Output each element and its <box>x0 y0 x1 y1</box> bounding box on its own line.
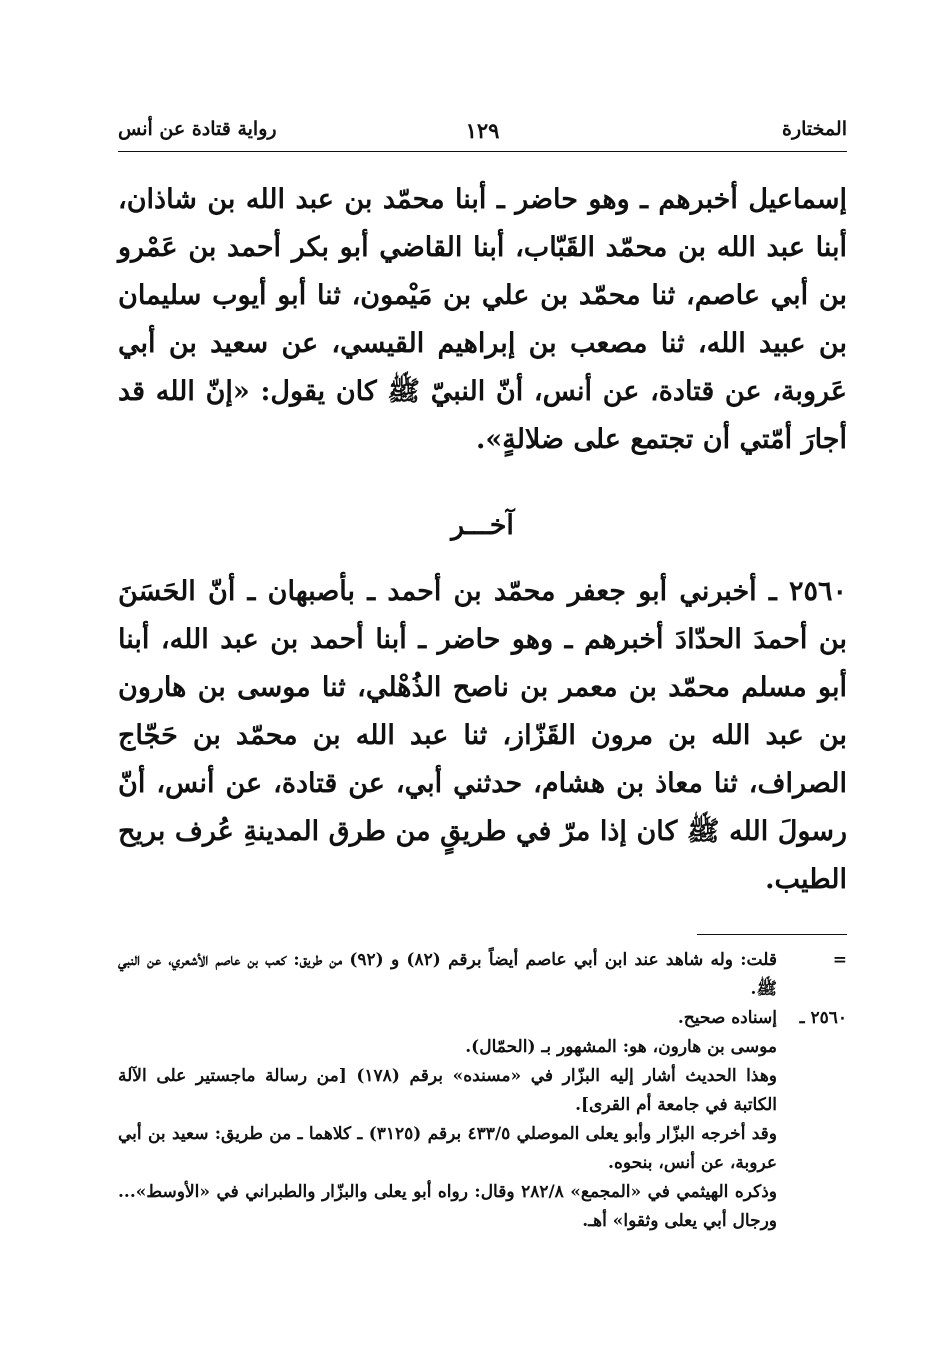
footnote-marker: ٢٥٦٠ ـ <box>799 1008 847 1028</box>
footnote-continued <box>118 946 847 1004</box>
header-rule <box>118 151 847 152</box>
footnote-line: إسناده صحيح. <box>677 1008 777 1028</box>
footnote-line: وقد أخرجه البزّار وأبو يعلى الموصلي ٤٣٣/٥ برقم (٣١٢٥) ـ كلاهما ـ من طريق: سعيد بن أبي عروبة، عن أنس، بنحوه. <box>118 1124 777 1173</box>
footnote-line: وذكره الهيثمي في «المجمع» ٢٨٢/٨ وقال: رواه أبو يعلى والبزّار والطبراني في «الأوسط»... ورجال أبي يعلى وثقوا» أهـ. <box>118 1182 777 1231</box>
footnote-2560 <box>118 1004 847 1236</box>
hadith-text: ـ أخبرني أبو جعفر محمّد بن أحمد ـ بأصبهان ـ أنّ الحَسَنَ بن أحمدَ الحدّادَ أخبرهم ـ وهو حاضر ـ أبنا أحمد بن عبد الله، أبنا أبو مسلم محمّد بن معمر بن ناصح الذُهْلي، ثنا موسى بن هارون بن عبد الله بن مرون القَزّاز، ثنا عبد الله بن محمّد بن حَجّاج الصراف، ثنا معاذ بن هشام، حدثني أبي، عن قتادة، عن أنس، أنّ رسولَ الله ﷺ كان إذا مرّ في طريقٍ من طرق المدينةِ عُرف بريح الطيب. <box>118 576 847 895</box>
section-heading: آخـــر <box>451 510 514 541</box>
hadith-paragraph <box>118 568 847 904</box>
main-text <box>118 176 847 904</box>
footnote-rule <box>697 934 847 935</box>
running-header <box>118 118 847 154</box>
footnote-line: وهذا الحديث أشار إليه البزّار في «مسنده» برقم (١٧٨) [من رسالة ماجستير على الآلة الكاتبة في جامعة أم القرى]. <box>118 1066 778 1115</box>
footnote-line: قلت: وله شاهد عند ابن أبي عاصم أيضاً برقم (٨٢) و (٩٢) من طريق: كعب بن عاصم الأشعري، عن النبي ﷺ. <box>118 950 777 999</box>
footnote-line: موسى بن هارون، هو: المشهور بـ (الحمّال). <box>465 1037 777 1057</box>
book-title: المختارة <box>782 118 847 140</box>
footnote-marker: = <box>832 950 847 970</box>
hadith-number: ٢٥٦٠ <box>788 576 847 607</box>
chapter-title: رواية قتادة عن أنس <box>118 118 277 140</box>
footnotes <box>118 946 847 1236</box>
page-number: ١٢٩ <box>465 118 500 143</box>
paragraph-continuation: إسماعيل أخبرهم ـ وهو حاضر ـ أبنا محمّد بن عبد الله بن شاذان، أبنا عبد الله بن محمّد القَبّاب، أبنا القاضي أبو بكر أحمد بن عَمْرو بن أبي عاصم، ثنا محمّد بن علي بن مَيْمون، ثنا أبو أيوب سليمان بن عبيد الله، ثنا مصعب بن إبراهيم القيسي، عن سعيد بن أبي عَروبة، عن قتادة، عن أنس، أنّ النبيّ ﷺ كان يقول: «إنّ الله قد أجارَ أمّتي أن تجتمع على ضلالةٍ». <box>118 184 847 455</box>
